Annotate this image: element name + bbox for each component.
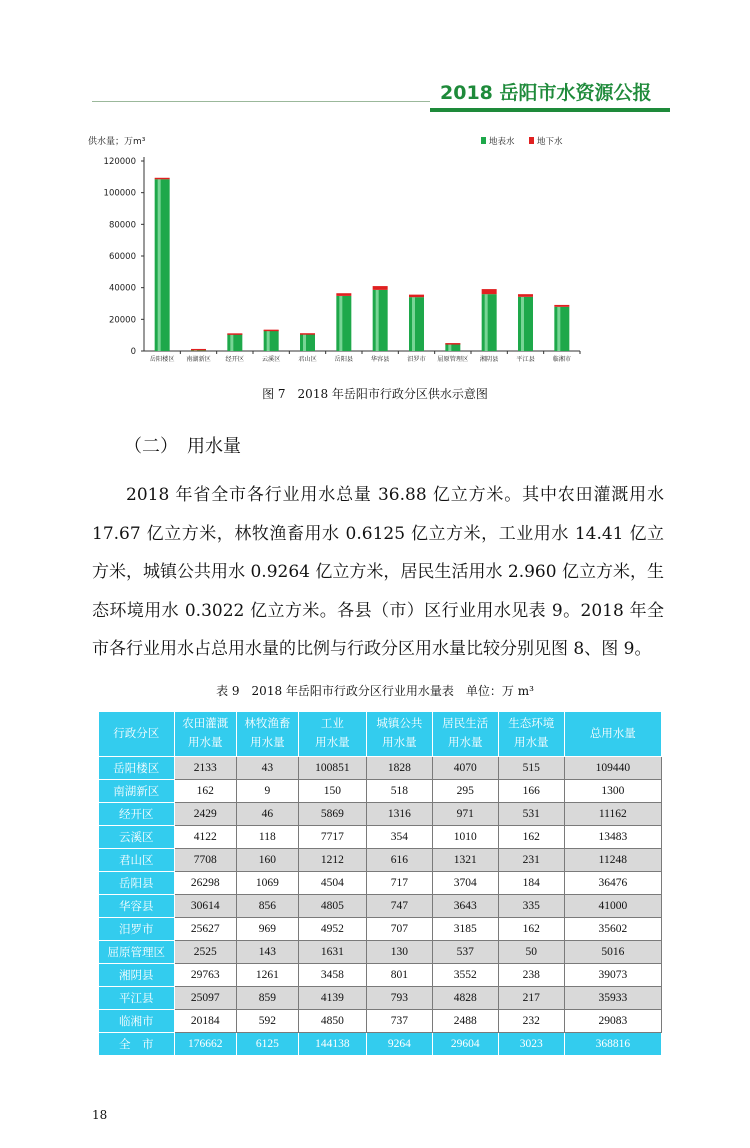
table-cell: 1212 [298,849,366,872]
table-cell: 1069 [236,872,298,895]
table-cell: 143 [236,941,298,964]
table-header-cell: 林牧渔畜 用水量 [236,712,298,757]
table-cell: 737 [366,1010,432,1033]
table-cell: 25627 [174,918,236,941]
bar-highlight [376,290,379,351]
bar-groundwater [482,289,497,294]
y-tick-label: 40000 [108,283,136,294]
table-cell: 26298 [174,872,236,895]
bar-groundwater [518,294,533,297]
table-cell: 537 [432,941,498,964]
table-cell: 7717 [298,826,366,849]
table-row [99,941,662,964]
legend-label: 地表水 [489,137,515,147]
region-name-cell: 屈原管理区 [99,941,175,964]
header-rule-thick [430,108,670,112]
table-header-cell: 工业 用水量 [298,712,366,757]
bar-surface-water [482,294,497,351]
table-cell: 4805 [298,895,366,918]
table-cell: 30614 [174,895,236,918]
bar-highlight [412,297,415,351]
table-cell: 4828 [432,987,498,1010]
table-cell: 11248 [564,849,661,872]
bar-groundwater [155,178,170,180]
table-header-cell: 总用水量 [564,712,661,757]
table-cell: 35933 [564,987,661,1010]
x-tick-label: 岳阳楼区 [149,356,175,363]
total-cell: 176662 [174,1033,236,1056]
x-tick-label: 云溪区 [261,356,281,363]
region-name-cell: 岳阳楼区 [99,757,175,780]
total-cell: 6125 [236,1033,298,1056]
table-cell: 295 [432,780,498,803]
table-cell: 109440 [564,757,661,780]
table-cell: 801 [366,964,432,987]
x-tick-label: 南湖新区 [186,356,211,363]
table-cell: 592 [236,1010,298,1033]
table-header-cell: 农田灌溉 用水量 [174,712,236,757]
y-tick-label: 0 [130,347,136,357]
bar-highlight [521,297,524,351]
table-cell: 717 [366,872,432,895]
x-tick-label: 汨罗市 [407,356,426,363]
bar-groundwater [409,295,424,298]
x-tick-label: 屈原管理区 [437,356,469,363]
report-title: 2018 岳阳市水资源公报 [440,82,652,104]
region-name-cell: 云溪区 [99,826,175,849]
table-row [99,826,662,849]
region-name-cell: 君山区 [99,849,175,872]
region-name-cell: 经开区 [99,803,175,826]
bar-highlight [158,179,161,351]
total-cell: 全 市 [99,1033,175,1056]
body-paragraph: 2018 年省全市各行业用水总量 36.88 亿立方米。其中农田灌溉用水 17.67 亿立方米，林牧渔畜用水 0.6125 亿立方米，工业用水 14.41 亿立方米，城镇公共用水 0.9264 亿立方米，居民生活用水 2.960 亿立方米，生态环境用水 0.3022 亿立方米。各县（市）区行业用水见表 9。2018 年全市各行业用水占总用水量的比例与行政分区用水量比较分别见图 8、图 9。 [92,485,664,659]
x-tick-label: 君山区 [298,356,317,363]
bar-surface-water [300,334,315,351]
table-cell: 5016 [564,941,661,964]
y-tick-label: 60000 [108,252,136,262]
legend-swatch [529,137,534,144]
table-cell: 515 [498,757,564,780]
water-use-table [98,711,662,1056]
table-cell: 747 [366,895,432,918]
table-cell: 43 [236,757,298,780]
bar-groundwater [373,286,388,290]
table-total-row [99,1033,662,1056]
table-cell: 1316 [366,803,432,826]
table-cell: 166 [498,780,564,803]
legend-label: 地下水 [537,137,563,147]
table-cell: 46 [236,803,298,826]
table-cell: 162 [498,826,564,849]
table-cell: 4952 [298,918,366,941]
table-cell: 7708 [174,849,236,872]
bar-highlight [557,307,560,351]
bar-surface-water [373,290,388,351]
total-cell: 29604 [432,1033,498,1056]
table-cell: 39073 [564,964,661,987]
x-tick-label: 经开区 [225,356,245,363]
table-header-cell: 生态环境 用水量 [498,712,564,757]
bar-surface-water [554,307,569,351]
header-rule-thin [92,101,430,102]
table-row [99,964,662,987]
section-title: （二） 用水量 [124,436,241,457]
table-cell: 13483 [564,826,661,849]
table-cell: 41000 [564,895,661,918]
bar-highlight [230,334,233,351]
region-name-cell: 湘阴县 [99,964,175,987]
table-cell: 1321 [432,849,498,872]
table-cell: 971 [432,803,498,826]
bar-surface-water [264,330,279,351]
table-cell: 969 [236,918,298,941]
table-cell: 856 [236,895,298,918]
region-name-cell: 岳阳县 [99,872,175,895]
table-cell: 859 [236,987,298,1010]
table-header-cell: 居民生活 用水量 [432,712,498,757]
table-cell: 3458 [298,964,366,987]
table-cell: 4850 [298,1010,366,1033]
bar-surface-water [409,297,424,351]
region-name-cell: 汨罗市 [99,918,175,941]
chart-caption: 图 7 2018 年岳阳市行政分区供水示意图 [262,387,488,401]
table-cell: 160 [236,849,298,872]
x-tick-label: 岳阳县 [334,356,354,363]
table-cell: 184 [498,872,564,895]
table-cell: 2429 [174,803,236,826]
chart-svg [88,128,588,378]
total-cell: 144138 [298,1033,366,1056]
table-cell: 118 [236,826,298,849]
table-cell: 616 [366,849,432,872]
table-cell: 150 [298,780,366,803]
table-cell: 238 [498,964,564,987]
table-title: 表 9 2018 年岳阳市行政分区行业用水量表 单位：万 m³ [216,684,534,698]
table-cell: 1300 [564,780,661,803]
table-row [99,987,662,1010]
y-tick-label: 80000 [108,220,136,231]
table-row [99,780,662,803]
table-cell: 531 [498,803,564,826]
table-header-cell: 行政分区 [99,712,175,757]
table-cell: 9 [236,780,298,803]
y-tick-label: 120000 [103,157,136,167]
y-tick-label: 100000 [103,188,136,199]
bar-surface-water [518,297,533,351]
table-cell: 29083 [564,1010,661,1033]
table-cell: 162 [498,918,564,941]
region-name-cell: 临湘市 [99,1010,175,1033]
x-tick-label: 华容县 [370,356,390,363]
region-name-cell: 南湖新区 [99,780,175,803]
table-cell: 4139 [298,987,366,1010]
bar-groundwater [191,349,206,351]
table-cell: 2133 [174,757,236,780]
table-cell: 3185 [432,918,498,941]
table-cell: 50 [498,941,564,964]
table-row [99,803,662,826]
table-cell: 162 [174,780,236,803]
table-cell: 36476 [564,872,661,895]
table-cell: 25097 [174,987,236,1010]
page-number: 18 [92,1108,108,1122]
table-cell: 4504 [298,872,366,895]
legend-swatch [481,137,486,144]
table-cell: 1261 [236,964,298,987]
table-cell: 3643 [432,895,498,918]
x-tick-label: 平江县 [516,356,535,363]
table-cell: 3704 [432,872,498,895]
bar-groundwater [300,333,315,335]
table-cell: 1828 [366,757,432,780]
table-cell: 1010 [432,826,498,849]
table-row [99,918,662,941]
table-cell: 2525 [174,941,236,964]
table-row [99,757,662,780]
bar-highlight [303,334,306,351]
bar-groundwater [264,330,279,332]
table-cell: 707 [366,918,432,941]
table-cell: 354 [366,826,432,849]
table-cell: 1631 [298,941,366,964]
y-tick-label: 20000 [108,315,136,326]
table-cell: 35602 [564,918,661,941]
bar-groundwater [445,343,460,345]
table-header-cell: 城镇公共 用水量 [366,712,432,757]
table-cell: 5869 [298,803,366,826]
table-cell: 100851 [298,757,366,780]
table-cell: 3552 [432,964,498,987]
table-cell: 231 [498,849,564,872]
y-axis-label: 供水量；万m³ [88,137,146,147]
table-cell: 4122 [174,826,236,849]
table-cell: 130 [366,941,432,964]
bar-highlight [485,294,488,351]
table-header-row [99,712,662,757]
table-body [99,757,662,1056]
region-name-cell: 华容县 [99,895,175,918]
bar-groundwater [554,305,569,307]
table-row [99,849,662,872]
table-row [99,1010,662,1033]
bar-groundwater [336,293,351,296]
table-cell: 20184 [174,1010,236,1033]
x-tick-label: 临湘市 [552,356,572,363]
total-cell: 9264 [366,1033,432,1056]
table-row [99,895,662,918]
x-tick-label: 湘阴县 [479,356,499,363]
table-cell: 232 [498,1010,564,1033]
table-cell: 2488 [432,1010,498,1033]
bar-groundwater [227,333,242,335]
table-row [99,872,662,895]
table-cell: 11162 [564,803,661,826]
bar-highlight [267,330,270,351]
total-cell: 368816 [564,1033,661,1056]
table-cell: 29763 [174,964,236,987]
table-cell: 518 [366,780,432,803]
total-cell: 3023 [498,1033,564,1056]
region-name-cell: 平江县 [99,987,175,1010]
table-cell: 793 [366,987,432,1010]
water-supply-chart [88,128,588,378]
bar-surface-water [227,334,242,351]
bar-highlight [339,296,342,351]
table-cell: 217 [498,987,564,1010]
bar-surface-water [336,296,351,351]
bar-surface-water [155,179,170,351]
table-cell: 335 [498,895,564,918]
table-cell: 4070 [432,757,498,780]
